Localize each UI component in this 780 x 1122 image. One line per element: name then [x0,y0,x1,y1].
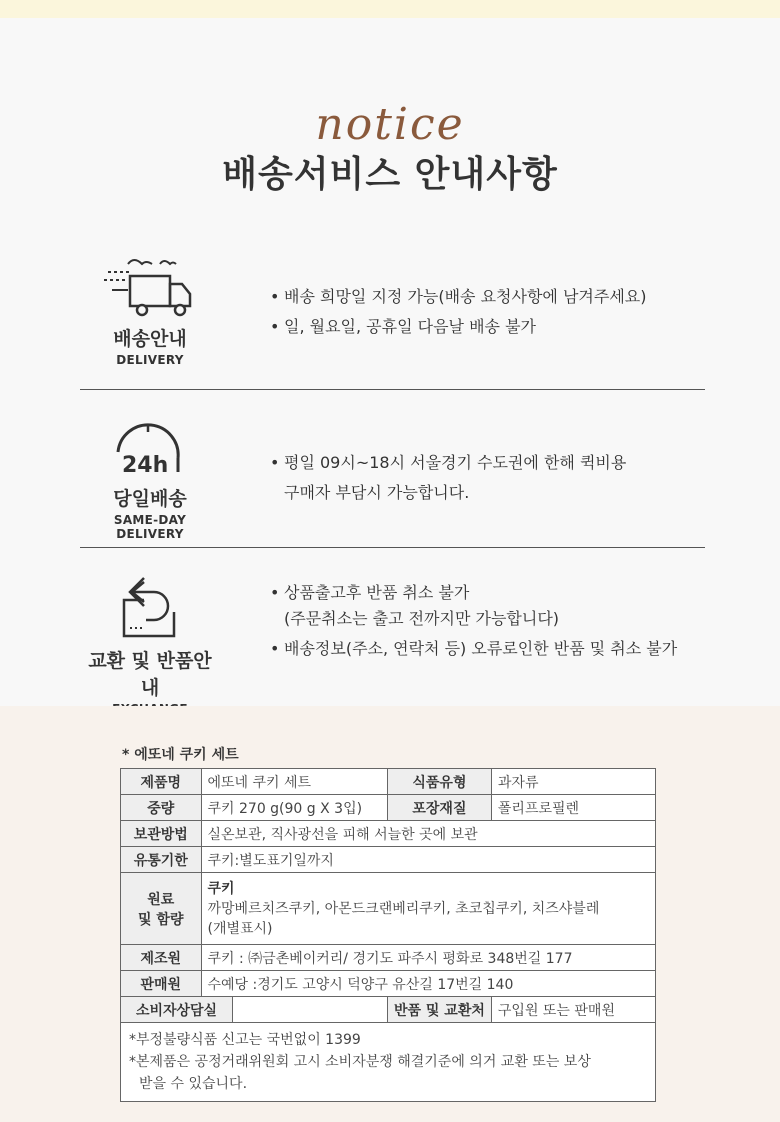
table-row [121,821,656,847]
bullet-mark: • [270,583,280,602]
table-header-cell: 중량 [121,795,202,821]
note-line-2: *본제품은 공정거래위원회 고시 소비자분쟁 해결기준에 의거 교환 또는 보상 [129,1054,591,1070]
table-row [121,945,656,971]
table-header-cell: 포장재질 [387,795,491,821]
table-row [121,873,656,945]
divider [80,389,705,390]
table-row [121,769,656,795]
delivery-truck-icon [100,250,200,320]
table-note-cell [121,1023,656,1102]
delivery-label-ko: 배송안내 [113,328,187,350]
bullet-mark: • [270,453,280,472]
bullet-mark: • [270,639,280,658]
24h-text: 24h [122,453,169,478]
table-cell: 에또네 쿠키 세트 [201,769,387,795]
top-strip [0,0,780,18]
table-header-cell: 소비자상담실 [121,997,233,1023]
section-same-day [80,418,705,541]
delivery-label-en: DELIVERY [116,353,184,367]
bullet-mark: • [270,317,280,336]
list-item [270,282,647,312]
table-header-cell: 식품유형 [387,769,491,795]
delivery-line-1: 배송 희망일 지정 가능(배송 요청사항에 남겨주세요) [284,287,647,306]
table-cell: 쿠키:별도표기일까지 [201,847,656,873]
exchange-label-ko: 교환 및 반품안내 [88,650,212,699]
table-cell [201,873,656,945]
table-header-cell: 유통기한 [121,847,202,873]
section-exchange [80,564,705,699]
table-row [121,1023,656,1102]
table-header-cell: 제품명 [121,769,202,795]
ingredients-label-line-2: 및 함량 [138,911,184,928]
table-cell: 과자류 [491,769,655,795]
table-row [121,971,656,997]
24h-clock-icon [110,418,190,480]
table-cell: 쿠키 270 g(90 g X 3입) [201,795,387,821]
bullet-mark: • [270,287,280,306]
table-cell: 실온보관, 직사광선을 피해 서늘한 곳에 보관 [201,821,656,847]
same-day-info-list [270,448,626,508]
list-item [270,580,677,606]
page-title: 배송서비스 안내사항 [222,154,558,195]
list-item [270,448,626,478]
table-cell: 쿠키 : ㈜금촌베이커리/ 경기도 파주시 평화로 348번길 177 [201,945,656,971]
same-day-line-1: 평일 09시~18시 서울경기 수도권에 한해 퀵비용 [284,453,627,472]
note-line-1: *부정불량식품 신고는 국번없이 1399 [129,1032,361,1048]
table-header-cell: 제조원 [121,945,202,971]
delivery-line-2: 일, 월요일, 공휴일 다음날 배송 불가 [284,317,536,336]
list-item [270,636,677,662]
ingredients-line-2: (개별표시) [207,920,273,937]
table-row [121,795,656,821]
same-day-label-ko: 당일배송 [113,488,187,510]
table-header-cell: 판매원 [121,971,202,997]
table-cell: 수예당 :경기도 고양시 덕양구 유산길 17번길 140 [201,971,656,997]
table-cell [233,997,388,1023]
section-delivery [80,250,705,380]
list-item [270,312,647,342]
list-item-continued: 구매자 부담시 가능합니다. [284,483,470,502]
delivery-info-list [270,282,647,342]
table-row [121,997,656,1023]
divider [80,547,705,548]
table-header-cell: 반품 및 교환처 [387,997,491,1023]
product-info-table [120,768,656,1102]
exchange-label-group [80,564,220,716]
exchange-line-1: 상품출고후 반품 취소 불가 [284,583,470,602]
product-table-title: * 에또네 쿠키 세트 [122,747,239,763]
table-header-cell: 보관방법 [121,821,202,847]
list-item-continued: (주문취소는 출고 전까지만 가능합니다) [284,609,560,628]
exchange-info-list [270,580,677,662]
same-day-label-group [80,418,220,541]
table-header-cell [121,873,202,945]
same-day-label-en: SAME-DAY DELIVERY [113,513,187,541]
delivery-label-group [80,250,220,367]
notice-script-title: notice [315,99,465,150]
ingredients-line-1: 까망베르치즈쿠키, 아몬드크랜베리쿠키, 초코칩쿠키, 치즈샤블레 [207,900,600,917]
table-row [121,847,656,873]
table-cell: 구입원 또는 판매원 [491,997,655,1023]
return-box-icon [110,564,190,642]
note-line-3: 받을 수 있습니다. [139,1076,248,1092]
ingredients-label-line-1: 원료 [147,891,175,908]
exchange-line-3: 배송정보(주소, 연락처 등) 오류로인한 반품 및 취소 불가 [284,639,678,658]
table-cell: 폴리프로필렌 [491,795,655,821]
ingredients-title: 쿠키 [207,880,235,897]
